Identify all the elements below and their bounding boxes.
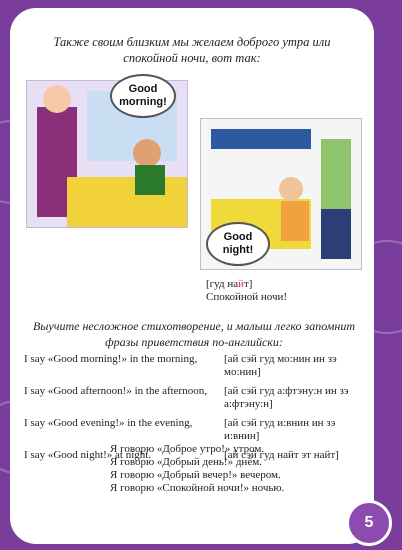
poem-transcription: [ай сэй гуд мо:нин ин зэ мо:нин] [224,353,337,378]
transcription-line: [гуд найт] [206,278,253,290]
poem-en: I say «Good evening!» in the evening, [24,417,193,429]
page-content [10,8,374,544]
ru-line: Я говорю «Добрый вечер!» вечером. [110,469,281,481]
russian-poem [110,443,330,495]
ru-line: Я говорю «Добрый день!» днём. [110,456,262,468]
transcription-ru: Спокойной ночи! [206,291,288,303]
page-number-badge: 5 [346,500,392,546]
poem-en: I say «Good night!» at night. [24,449,152,461]
instruction-text: Выучите несложное стихотворение, и малыш легко запомнит фразы приветствия по-английски: [32,319,356,349]
poem-transcription: [ай сэй гуд а:фтэну:н ин зэ а:фтэну:н] [224,385,349,410]
transcription-block [206,278,326,304]
poem-en: I say «Good afternoon!» in the afternoon, [24,385,207,397]
poem-en: I say «Good morning!» in the morning, [24,353,198,365]
speech-bubble-good-morning: Good morning! [110,74,176,118]
poem-row [24,417,364,443]
ru-line: Я говорю «Доброе утро!» утром. [110,443,265,455]
speech-bubble-good-night: Good night! [206,222,270,266]
ru-line: Я говорю «Спокойной ночи!» ночью. [110,482,285,494]
poem-row [24,353,364,379]
intro-text: Также своим близким мы желаем доброго утра или спокойной ночи, вот так: [53,35,331,65]
poem-transcription: [ай сэй гуд найт эт найт] [224,449,339,461]
poem-transcription: [ай сэй гуд и:внин ин зэ и:внин] [224,417,336,442]
poem-row [24,385,364,411]
